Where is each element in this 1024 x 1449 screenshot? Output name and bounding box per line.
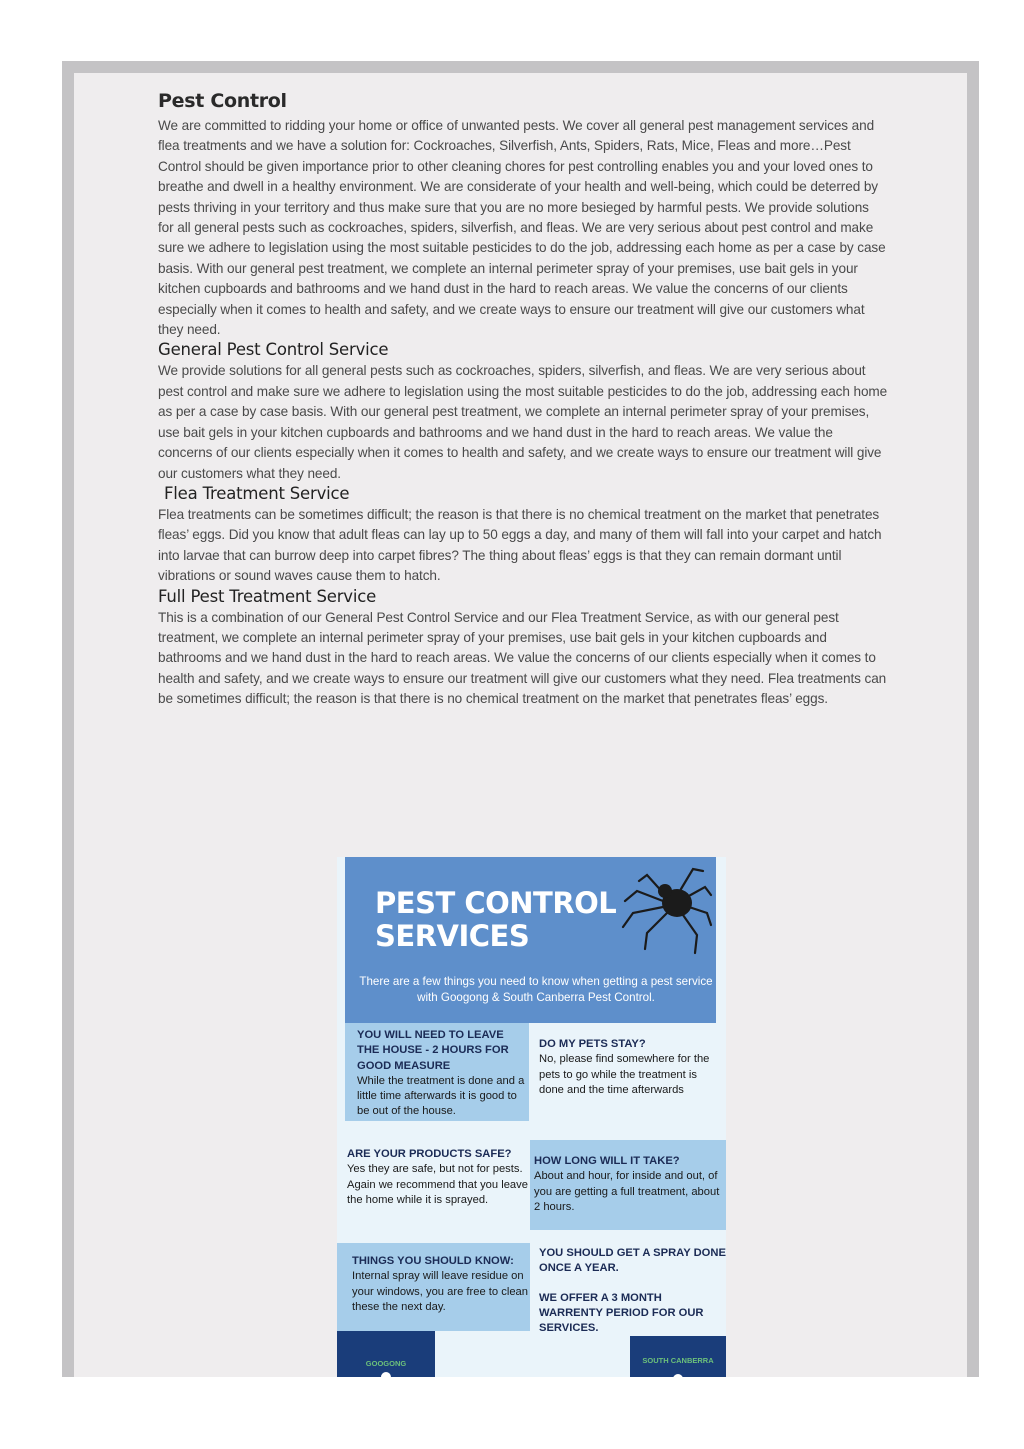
south-canberra-logo-text: SOUTH CANBERRA <box>642 1356 714 1365</box>
info-box-heading: THINGS YOU SHOULD KNOW: <box>352 1255 514 1267</box>
logo-mark-icon <box>673 1374 683 1377</box>
page-title: Pest Control <box>158 90 287 112</box>
info-box-text: No, please find somewhere for the pets to go while the treatment is done and the time afterwards <box>539 1053 710 1096</box>
infographic-title-line2: SERVICES <box>375 919 530 953</box>
pest-control-infographic <box>337 857 726 1377</box>
info-box-things-to-know <box>337 1243 530 1331</box>
general-pest-control-paragraph: We provide solutions for all general pests such as cockroaches, spiders, silverfish, and fleas. We are very serious about pest control and make sure we adhere to legislation using the most suitable pesticides to do the job, addressing each home as per a case by case basis. With our general pest treatment, we complete an internal perimeter spray of your premises, use bait gels in your kitchen cupboards and bathrooms and we hand dust in the hard to reach areas. We value the concerns of our clients especially when it comes to health and safety, and we create ways to ensure our treatment will give our customers what they need. <box>158 363 888 481</box>
info-box-text: Yes they are safe, but not for pests. Again we recommend that you leave the home while it is sprayed. <box>347 1163 528 1206</box>
info-box-text: About and hour, for inside and out, of you are getting a full treatment, about 2 hours. <box>534 1170 720 1213</box>
info-box-pets <box>529 1023 716 1141</box>
googong-logo <box>337 1331 435 1377</box>
infographic-title-line1: PEST CONTROL <box>375 886 617 920</box>
south-canberra-logo <box>630 1336 726 1377</box>
info-box-leave-house <box>345 1023 529 1121</box>
article <box>158 90 888 710</box>
flea-treatment-paragraph: Flea treatments can be sometimes difficult; the reason is that there is no chemical treatment on the market that penetrates fleas’ eggs. Did you know that adult fleas can lay up to 50 eggs a day, and many of them will fall into your carpet and hatch into larvae that can burrow deep into carpet fibres? The thing about fleas’ eggs is that they can remain dormant until vibrations or sound waves cause them to hatch. <box>158 506 882 584</box>
logo-mark-icon <box>381 1372 391 1377</box>
full-pest-treatment-heading: Full Pest Treatment Service <box>158 586 377 606</box>
flea-treatment-heading: Flea Treatment Service <box>164 483 350 503</box>
info-box-heading: YOU SHOULD GET A SPRAY DONE ONCE A YEAR. <box>539 1247 726 1275</box>
general-pest-control-heading: General Pest Control Service <box>158 340 389 360</box>
info-box-heading: DO MY PETS STAY? <box>539 1038 646 1050</box>
spider-icon <box>603 861 713 961</box>
info-box-spray-warranty <box>530 1243 726 1345</box>
info-box-text: While the treatment is done and a little time afterwards it is good to be out of the house. <box>357 1074 525 1118</box>
info-box-heading: YOU WILL NEED TO LEAVE THE HOUSE - 2 HOURS FOR GOOD MEASURE <box>357 1029 509 1072</box>
info-box-heading: ARE YOUR PRODUCTS SAFE? <box>347 1148 512 1160</box>
info-box-text: Internal spray will leave residue on your windows, you are free to clean these the next day. <box>352 1270 528 1313</box>
infographic-header <box>345 857 716 1023</box>
info-box-products-safe <box>337 1141 530 1245</box>
full-pest-treatment-paragraph: This is a combination of our General Pest Control Service and our Flea Treatment Service, as with our general pest treatment, we complete an internal perimeter spray of your premises, use bait gels in your kitchen cupboards and bathrooms and we hand dust in the hard to reach areas. We value the concerns of our clients especially when it comes to health and safety, and we create ways to ensure our treatment will give our customers what they need. Flea treatments can be sometimes difficult; the reason is that there is no chemical treatment on the market that penetrates fleas’ eggs. <box>158 609 887 707</box>
info-box-heading: HOW LONG WILL IT TAKE? <box>534 1155 680 1167</box>
intro-paragraph: We are committed to ridding your home or office of unwanted pests. We cover all general pest management services and flea treatments and we have a solution for: Cockroaches, Silverfish, Ants, Spiders, Rats, Mice, Fleas and more…Pest Control should be given importance prior to other cleaning chores for pest controlling enables you and your loved ones to breathe and dwell in a healthy environment. We are considerate of your health and well-being, which could be deterred by pests thriving in your territory and thus make sure that you are no more besieged by harmful pests. We provide solutions for all general pests such as cockroaches, spiders, silverfish, and fleas. We are very serious about pest control and make sure we adhere to legislation using the most suitable pesticides to do the job, addressing each home as per a case by case basis. With our general pest treatment, we complete an internal perimeter spray of your premises, use bait gels in your kitchen cupboards and bathrooms and we hand dust in the hard to reach areas. We value the concerns of our clients especially when it comes to health and safety, and we create ways to ensure our treatment will give our customers what they need. <box>158 118 886 338</box>
infographic-subtitle: There are a few things you need to know when getting a pest service with Googong & South Canberra Pest Control. <box>359 975 713 1004</box>
infographic-title <box>375 887 616 953</box>
googong-logo-text: GOOGONG <box>365 1359 407 1368</box>
info-box-heading-warranty: WE OFFER A 3 MONTH WARRENTY PERIOD FOR OUR SERVICES. <box>539 1291 704 1335</box>
info-box-how-long <box>530 1140 726 1230</box>
